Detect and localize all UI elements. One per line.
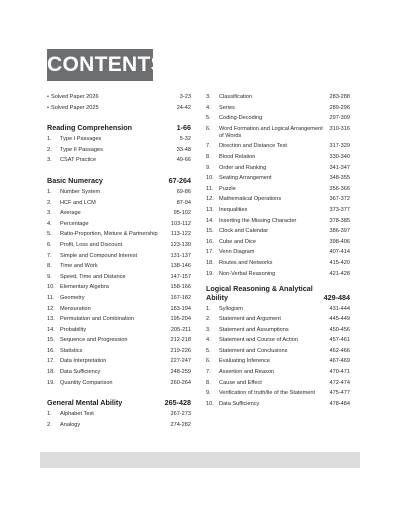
toc-entry-number: 13. (47, 316, 55, 323)
toc-entry-title (206, 115, 329, 122)
toc-entry-number: 16. (206, 238, 214, 245)
toc-entry (206, 126, 350, 140)
toc-entry-pages: 49-66 (176, 157, 191, 164)
toc-entry-text: Clock and Calendar (219, 228, 269, 235)
toc-entry-pages: 103-112 (170, 220, 191, 227)
toc-entry-text: • Solved Paper 2025 (50, 104, 99, 111)
toc-entry-title (206, 126, 329, 140)
toc-entry-title (206, 327, 329, 334)
toc-entry (206, 175, 350, 182)
toc-entry-text: Statement and Argument (219, 316, 281, 323)
toc-entry-pages: 386-397 (329, 228, 350, 235)
toc-entry-number: 5. (47, 231, 52, 238)
toc-entry-number: 3. (206, 326, 211, 333)
toc-entry-title (206, 175, 329, 182)
toc-entry-pages: 421-428 (329, 270, 350, 277)
toc-entry-title (206, 228, 329, 235)
toc-entry-number: 6. (47, 241, 52, 248)
toc-entry-number: 7. (206, 369, 211, 376)
toc-entry (47, 253, 191, 260)
toc-entry-text: Number System (60, 188, 101, 195)
toc-entry-text: Cause and Effect (219, 379, 262, 386)
toc-entry-number: 1. (206, 305, 211, 312)
toc-entry-pages: 147-157 (170, 273, 191, 280)
toc-entry (206, 207, 350, 214)
toc-entry-title (47, 369, 170, 376)
toc-entry-number: 15. (206, 228, 214, 235)
toc-entry-number: 5. (206, 115, 211, 122)
toc-entry-text: CSAT Practice (60, 157, 97, 164)
toc-entry-text: Syllogism (219, 305, 243, 312)
toc-entry (47, 221, 191, 228)
toc-entry-pages: 195-204 (170, 316, 191, 323)
toc-entry-pages: 450-456 (329, 326, 350, 333)
toc-entry-text: • Solved Paper 2026 (50, 94, 99, 100)
toc-entry-pages: 123-130 (170, 241, 191, 248)
toc-entry-pages: 398-406 (329, 238, 350, 245)
toc-entry-title (47, 189, 177, 196)
toc-entry-text: Time and Work (60, 263, 98, 270)
toc-entry (47, 295, 191, 302)
toc-entry-title (206, 271, 329, 278)
section-title: Logical Reasoning & Analytical Ability (206, 283, 313, 302)
toc-entry-number: 8. (206, 379, 211, 386)
toc-entry-title (206, 154, 329, 161)
toc-entry (206, 94, 350, 101)
toc-entry-pages: 330-340 (329, 153, 350, 160)
toc-entry-text: Classification (219, 94, 252, 100)
toc-entry-title (206, 196, 329, 203)
toc-entry-number: 1. (47, 411, 52, 418)
toc-entry (47, 274, 191, 281)
toc-entry-number: 1. (47, 136, 52, 143)
toc-entry (47, 105, 191, 112)
toc-entry-number: 11. (47, 294, 55, 301)
toc-entry-number: 8. (206, 153, 211, 160)
toc-entry-title (206, 249, 329, 256)
toc-entry-text: Ratio-Proportion, Mixture & Partnership (60, 231, 158, 238)
toc-entry-title (47, 348, 170, 355)
toc-entry (47, 284, 191, 291)
toc-entry (206, 337, 350, 344)
toc-entry-number: 9. (47, 273, 52, 280)
section-title: Basic Numeracy (47, 175, 103, 185)
toc-entry (206, 143, 350, 150)
toc-entry-pages: 475-477 (329, 390, 350, 397)
toc-entry-title (47, 210, 174, 217)
toc-entry-pages: 356-366 (329, 185, 350, 192)
toc-entry (206, 218, 350, 225)
toc-entry-pages: 274-282 (170, 421, 191, 428)
toc-entry-title (206, 306, 329, 313)
toc-entry (206, 316, 350, 323)
toc-entry (47, 136, 191, 143)
toc-entry (206, 271, 350, 278)
toc-entry-title (47, 274, 170, 281)
toc-entry-title (47, 105, 177, 112)
toc-entry-number: 17. (206, 249, 214, 256)
toc-entry (206, 239, 350, 246)
toc-entry (206, 165, 350, 172)
toc-entry (47, 200, 191, 207)
toc-entry (206, 186, 350, 193)
toc-entry-number: 18. (206, 259, 214, 266)
toc-entry-number: 15. (47, 337, 55, 344)
toc-entry-number: 11. (206, 185, 214, 192)
toc-entry-title (47, 157, 177, 164)
toc-entry-text: Inequalities (219, 206, 248, 213)
toc-entry-pages: 158-166 (170, 284, 191, 291)
toc-entry (206, 401, 350, 408)
toc-entry-text: Profit, Loss and Discount (60, 241, 123, 248)
toc-entry-title (47, 200, 177, 207)
toc-entry (47, 94, 191, 101)
toc-entry-title (206, 316, 329, 323)
section-title: Reading Comprehension (47, 123, 133, 133)
toc-entry-title (206, 260, 329, 267)
toc-entry-text: Alphabet Test (60, 411, 94, 418)
toc-entry-title (206, 186, 329, 193)
contents-banner: CONTENTS (47, 49, 153, 81)
toc-entry (47, 242, 191, 249)
toc-entry-pages: 212-218 (170, 337, 191, 344)
toc-entry-number: 1. (47, 188, 52, 195)
toc-entry-pages: 378-385 (329, 217, 350, 224)
toc-right-column (206, 94, 350, 411)
toc-entry-text: Elementary Algebra (60, 284, 109, 291)
toc-left-column (47, 94, 191, 432)
toc-entry-text: Direction and Distance Test (219, 143, 287, 150)
toc-entry-number: 16. (47, 347, 55, 354)
toc-entry-pages: 289-296 (329, 104, 350, 111)
toc-entry (206, 249, 350, 256)
toc-entry-pages: 3-23 (179, 94, 191, 100)
section-heading (47, 398, 191, 407)
toc-entry-number: 17. (47, 358, 55, 365)
toc-entry-number: 3. (47, 157, 52, 164)
toc-entry-number: 14. (47, 326, 55, 333)
toc-entry-number: 4. (206, 337, 211, 344)
toc-entry-number: 8. (47, 263, 52, 270)
toc-entry-text: Analogy (60, 421, 81, 428)
toc-entry-title (47, 422, 170, 429)
toc-entry-title (206, 239, 329, 246)
toc-entry-text: Statement and Course of Action (219, 337, 298, 344)
toc-entry (206, 348, 350, 355)
toc-entry-title (206, 143, 329, 150)
toc-entry-title (206, 105, 329, 112)
toc-entry (47, 380, 191, 387)
toc-entry-text: Order and Ranking (219, 164, 267, 171)
toc-entry-text: Data Sufficiency (60, 369, 101, 376)
toc-entry-text: Simple and Compound Interest (60, 252, 138, 259)
toc-entry (206, 115, 350, 122)
toc-entry-text: Percentage (60, 220, 89, 227)
toc-entry-text: Average (60, 210, 81, 217)
toc-entry (206, 306, 350, 313)
toc-entry-title (47, 358, 170, 365)
toc-entry-title (47, 242, 170, 249)
toc-entry-pages: 5-32 (179, 136, 191, 143)
toc-entry-title (206, 358, 329, 365)
toc-entry-number: 13. (206, 206, 214, 213)
toc-entry-pages: 462-466 (329, 347, 350, 354)
toc-entry-title (206, 94, 329, 101)
toc-entry (47, 422, 191, 429)
toc-entry-number: 9. (206, 164, 211, 171)
toc-entry-title (47, 263, 170, 270)
toc-entry-title (47, 136, 180, 143)
toc-entry-title (47, 337, 170, 344)
section-title: General Mental Ability (47, 398, 123, 408)
toc-entry-pages: 445-449 (329, 316, 350, 323)
toc-entry-number: 2. (47, 199, 52, 206)
toc-entry-number: 7. (206, 143, 211, 150)
toc-entry-pages: 367-372 (329, 196, 350, 203)
toc-entry-title (47, 327, 171, 334)
toc-entry (47, 263, 191, 270)
toc-entry-pages: 167-182 (170, 294, 191, 301)
toc-entry (47, 369, 191, 376)
toc-entry-title (206, 218, 329, 225)
toc-entry-number: 6. (206, 125, 211, 132)
toc-entry-text: Sequence and Progression (60, 337, 128, 344)
toc-entry-number: 12. (206, 196, 214, 203)
toc-entry-pages: 297-309 (329, 115, 350, 122)
toc-entry (47, 210, 191, 217)
toc-entry-pages: 467-469 (329, 358, 350, 365)
toc-entry-pages: 457-461 (329, 337, 350, 344)
toc-entry-title (206, 165, 329, 172)
toc-entry-pages: 348-355 (329, 175, 350, 182)
toc-entry-number: 5. (206, 347, 211, 354)
toc-entry-title (47, 316, 170, 323)
toc-entry-pages: 260-264 (170, 379, 191, 386)
toc-entry-pages: 472-474 (329, 379, 350, 386)
toc-entry-text: Routes and Networks (219, 259, 273, 266)
section-heading (47, 123, 191, 132)
toc-entry (206, 196, 350, 203)
toc-entry-text: Type II Passages (60, 146, 103, 153)
toc-entry-number: 14. (206, 217, 214, 224)
toc-entry-pages: 470-471 (329, 369, 350, 376)
toc-entry (206, 358, 350, 365)
toc-entry-text: Inserting the Missing Character (219, 217, 297, 224)
toc-entry-text: Non-Verbal Reasoning (219, 270, 276, 277)
toc-entry-number: 2. (206, 316, 211, 323)
toc-entry-pages: 431-444 (329, 305, 350, 312)
toc-entry-text: Data Interpretation (60, 358, 107, 365)
toc-entry-pages: 131-137 (170, 252, 191, 259)
toc-entry (47, 327, 191, 334)
toc-entry-number: 3. (206, 94, 211, 100)
toc-entry-text: Quantity Comparison (60, 379, 113, 386)
toc-entry (206, 369, 350, 376)
toc-entry-pages: 219-226 (170, 347, 191, 354)
toc-entry-pages: 415-420 (329, 259, 350, 266)
toc-entry (47, 348, 191, 355)
toc-entry-text: Series (219, 104, 235, 111)
toc-entry-title (47, 306, 170, 313)
toc-entry (47, 147, 191, 154)
toc-entry-text: Statement and Conclusions (219, 347, 288, 354)
toc-entry-text: Seating Arrangement (219, 175, 272, 182)
toc-entry-number: 4. (47, 220, 52, 227)
footer-bar (40, 452, 360, 468)
toc-entry-text: Word Formation and Logical Arrangement of Words (219, 125, 323, 139)
toc-entry-number: 10. (47, 284, 55, 291)
toc-entry-title (47, 221, 171, 228)
toc-entry-text: Verification of truth/lie of the Statement (219, 390, 316, 397)
toc-entry-pages: 95-102 (173, 210, 191, 217)
toc-entry (47, 337, 191, 344)
toc-entry-number: 4. (206, 104, 211, 111)
toc-entry (47, 189, 191, 196)
toc-entry (206, 327, 350, 334)
toc-entry-text: Mensuration (60, 305, 91, 312)
toc-entry-title (206, 369, 329, 376)
toc-entry-text: Mathematical Operations (219, 196, 282, 203)
toc-entry-title (206, 401, 329, 408)
toc-entry (206, 380, 350, 387)
toc-entry-text: Puzzle (219, 185, 236, 192)
toc-entry (47, 358, 191, 365)
toc-entry-title (47, 380, 170, 387)
toc-entry-number: 6. (206, 358, 211, 365)
toc-entry-text: Evaluating Inference (219, 358, 270, 365)
toc-entry-pages: 267-273 (170, 411, 191, 418)
toc-entry (206, 154, 350, 161)
toc-entry-title (47, 147, 177, 154)
toc-entry-title (47, 295, 170, 302)
toc-entry-pages: 310-316 (329, 125, 350, 132)
toc-entry-title (47, 411, 170, 418)
toc-entry-pages: 183-194 (170, 305, 191, 312)
toc-entry-pages: 24-42 (176, 104, 191, 111)
toc-entry (47, 231, 191, 238)
toc-entry-title (47, 284, 170, 291)
toc-entry-text: Statement and Assumptions (219, 326, 289, 333)
toc-entry-text: HCF and LCM (60, 199, 96, 206)
toc-entry-number: 10. (206, 175, 214, 182)
toc-entry-text: Coding-Decoding (219, 115, 263, 122)
toc-entry-pages: 205-211 (170, 326, 191, 333)
toc-entry-title (206, 207, 329, 214)
toc-entry-number: 9. (206, 390, 211, 397)
toc-entry (206, 260, 350, 267)
toc-entry-title (47, 94, 180, 101)
toc-entry-pages: 248-259 (170, 369, 191, 376)
toc-entry-pages: 87-94 (176, 199, 191, 206)
section-pages: 67-264 (168, 175, 191, 185)
toc-entry (206, 390, 350, 397)
toc-entry-pages: 478-484 (329, 400, 350, 407)
toc-entry-pages: 317-329 (329, 143, 350, 150)
toc-entry-title (47, 231, 171, 238)
toc-entry-pages: 341-347 (329, 164, 350, 171)
toc-entry-number: 2. (47, 421, 52, 428)
toc-entry-pages: 407-414 (329, 249, 350, 256)
toc-entry-number: 19. (47, 379, 55, 386)
toc-entry-pages: 227-247 (170, 358, 191, 365)
toc-entry-text: Speed, Time and Distance (60, 273, 126, 280)
toc-entry-text: Assertion and Reason (219, 369, 275, 376)
toc-entry-text: Cube and Dice (219, 238, 257, 245)
section-pages: 265-428 (164, 398, 191, 408)
toc-entry (47, 411, 191, 418)
section-heading (206, 284, 350, 302)
toc-entry-pages: 113-122 (170, 231, 191, 238)
section-pages: 1-66 (176, 123, 191, 133)
toc-entry-text: Type I Passages (60, 136, 102, 143)
toc-entry-title (206, 348, 329, 355)
toc-entry-title (47, 253, 170, 260)
toc-entry-pages: 283-288 (329, 94, 350, 100)
section-pages: 429-484 (323, 292, 350, 302)
section-heading (47, 176, 191, 185)
toc-entry-text: Probability (60, 326, 87, 333)
toc-entry-number: 7. (47, 252, 52, 259)
toc-entry (47, 316, 191, 323)
toc-entry-text: Geometry (60, 294, 85, 301)
toc-entry-pages: 69-86 (176, 188, 191, 195)
toc-entry-pages: 373-377 (329, 206, 350, 213)
toc-entry (206, 105, 350, 112)
toc-entry-text: Data Sufficiency (219, 400, 260, 407)
toc-entry-text: Permutation and Combination (60, 316, 135, 323)
toc-entry-pages: 33-48 (176, 146, 191, 153)
toc-entry-number: 19. (206, 270, 214, 277)
toc-entry-number: 2. (47, 146, 52, 153)
toc-entry-text: Venn Diagram (219, 249, 255, 256)
toc-entry-text: Blood Relation (219, 153, 256, 160)
toc-entry-title (206, 390, 329, 397)
toc-entry-number: 10. (206, 400, 214, 407)
toc-entry (47, 306, 191, 313)
toc-entry-number: 18. (47, 369, 55, 376)
toc-entry (206, 228, 350, 235)
toc-entry (47, 157, 191, 164)
toc-entry-title (206, 337, 329, 344)
toc-entry-pages: 138-146 (170, 263, 191, 270)
toc-entry-number: 12. (47, 305, 55, 312)
toc-entry-number: 3. (47, 210, 52, 217)
toc-entry-text: Statistics (60, 347, 83, 354)
toc-entry-title (206, 380, 329, 387)
